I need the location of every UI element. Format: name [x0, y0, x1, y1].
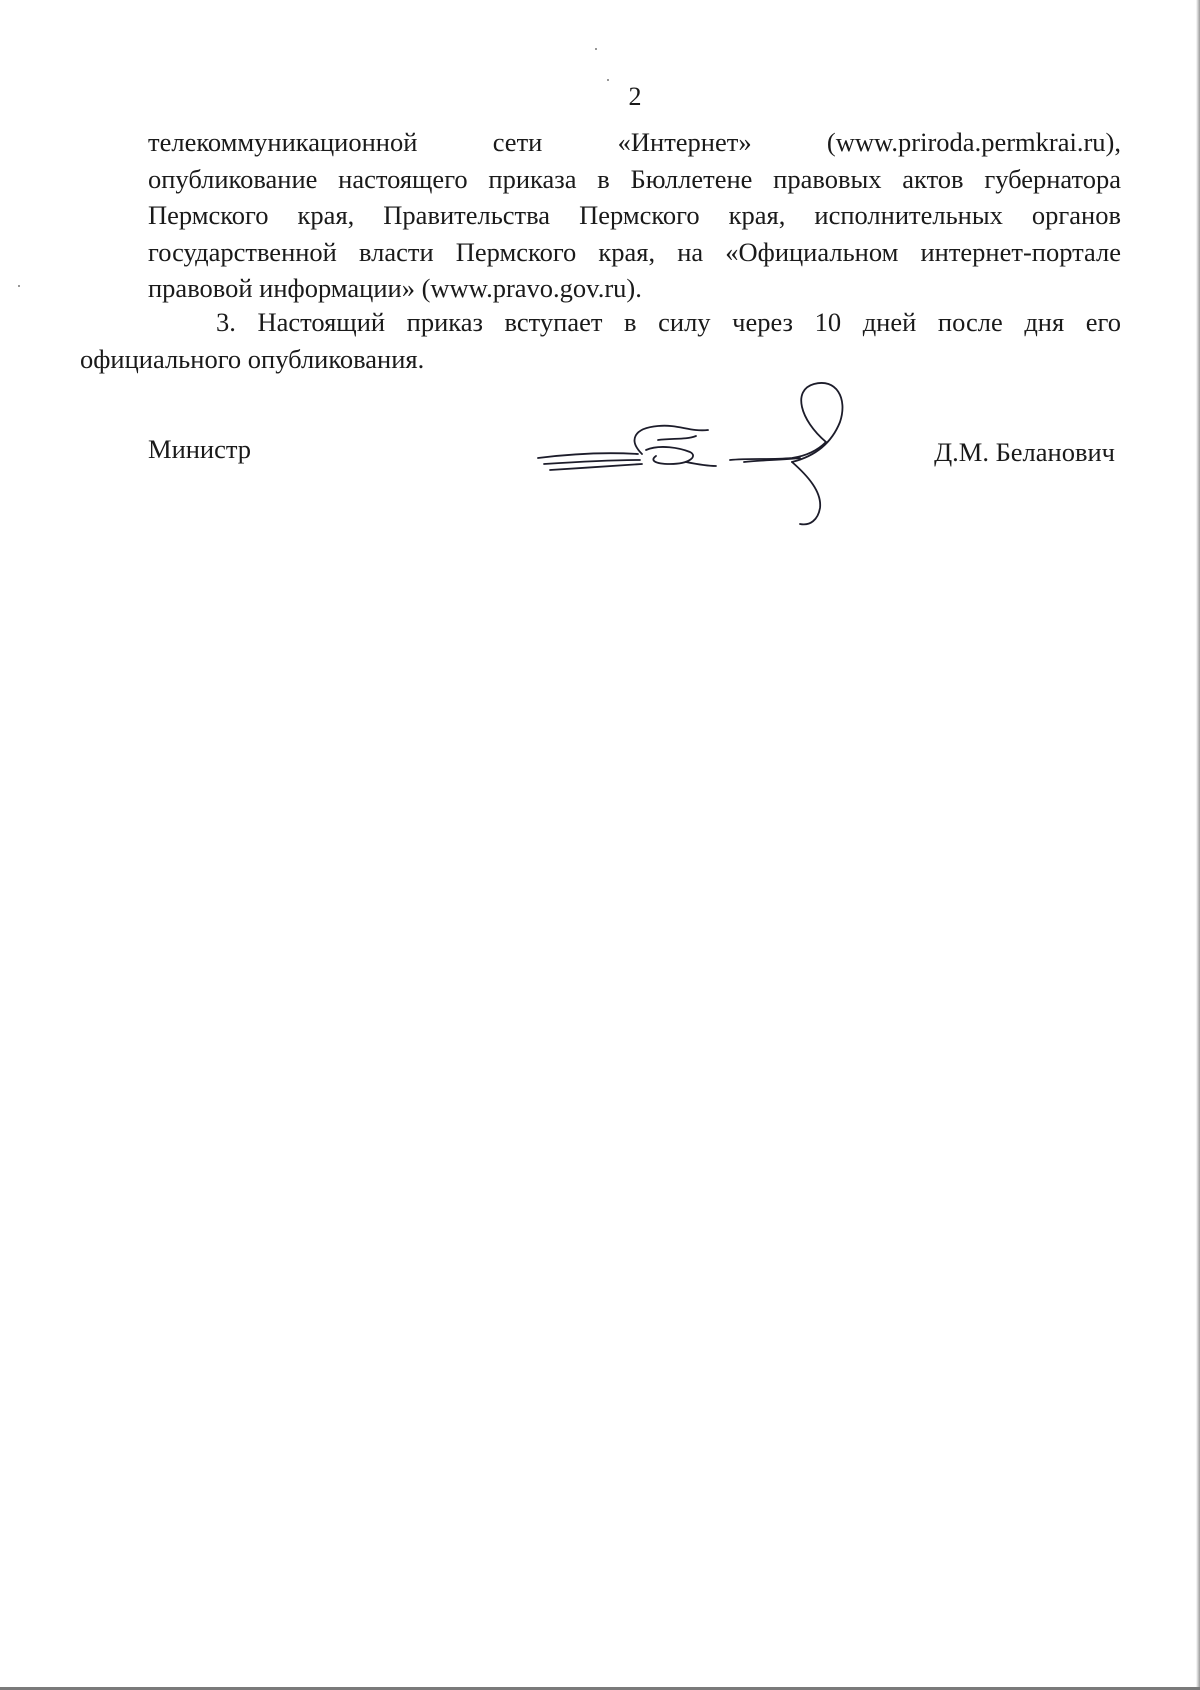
scan-speck [18, 285, 20, 287]
signatory-name: Д.М. Беланович [934, 437, 1115, 467]
paragraph-2 [80, 304, 1121, 377]
paragraph-1-line: государственной власти Пермского края, на «Официальном интернет-портале [148, 236, 1121, 267]
handwritten-signature [530, 380, 890, 530]
paragraph-1-line: телекоммуникационной сети «Интернет» (www.priroda.permkrai.ru), [148, 127, 1121, 157]
paragraph-2-line: официального опубликования. [80, 343, 425, 374]
scan-speck [595, 48, 597, 50]
paragraph-1-line: правовой информации» (www.pravo.gov.ru). [148, 273, 642, 303]
paragraph-1-line: Пермского края, Правительства Пермского края, исполнительных органов [148, 200, 1121, 230]
paragraph-1 [148, 124, 1121, 307]
page-number: 2 [628, 82, 642, 111]
paragraph-1-line: опубликование настоящего приказа в Бюллетене правовых актов губернатора [148, 163, 1121, 194]
scan-speck [607, 79, 609, 81]
paragraph-2-line: 3. Настоящий приказ вступает в силу через 10 дней после дня его [216, 307, 1121, 337]
scan-edge-right [1196, 0, 1200, 1690]
signatory-position: Министр [148, 434, 252, 464]
